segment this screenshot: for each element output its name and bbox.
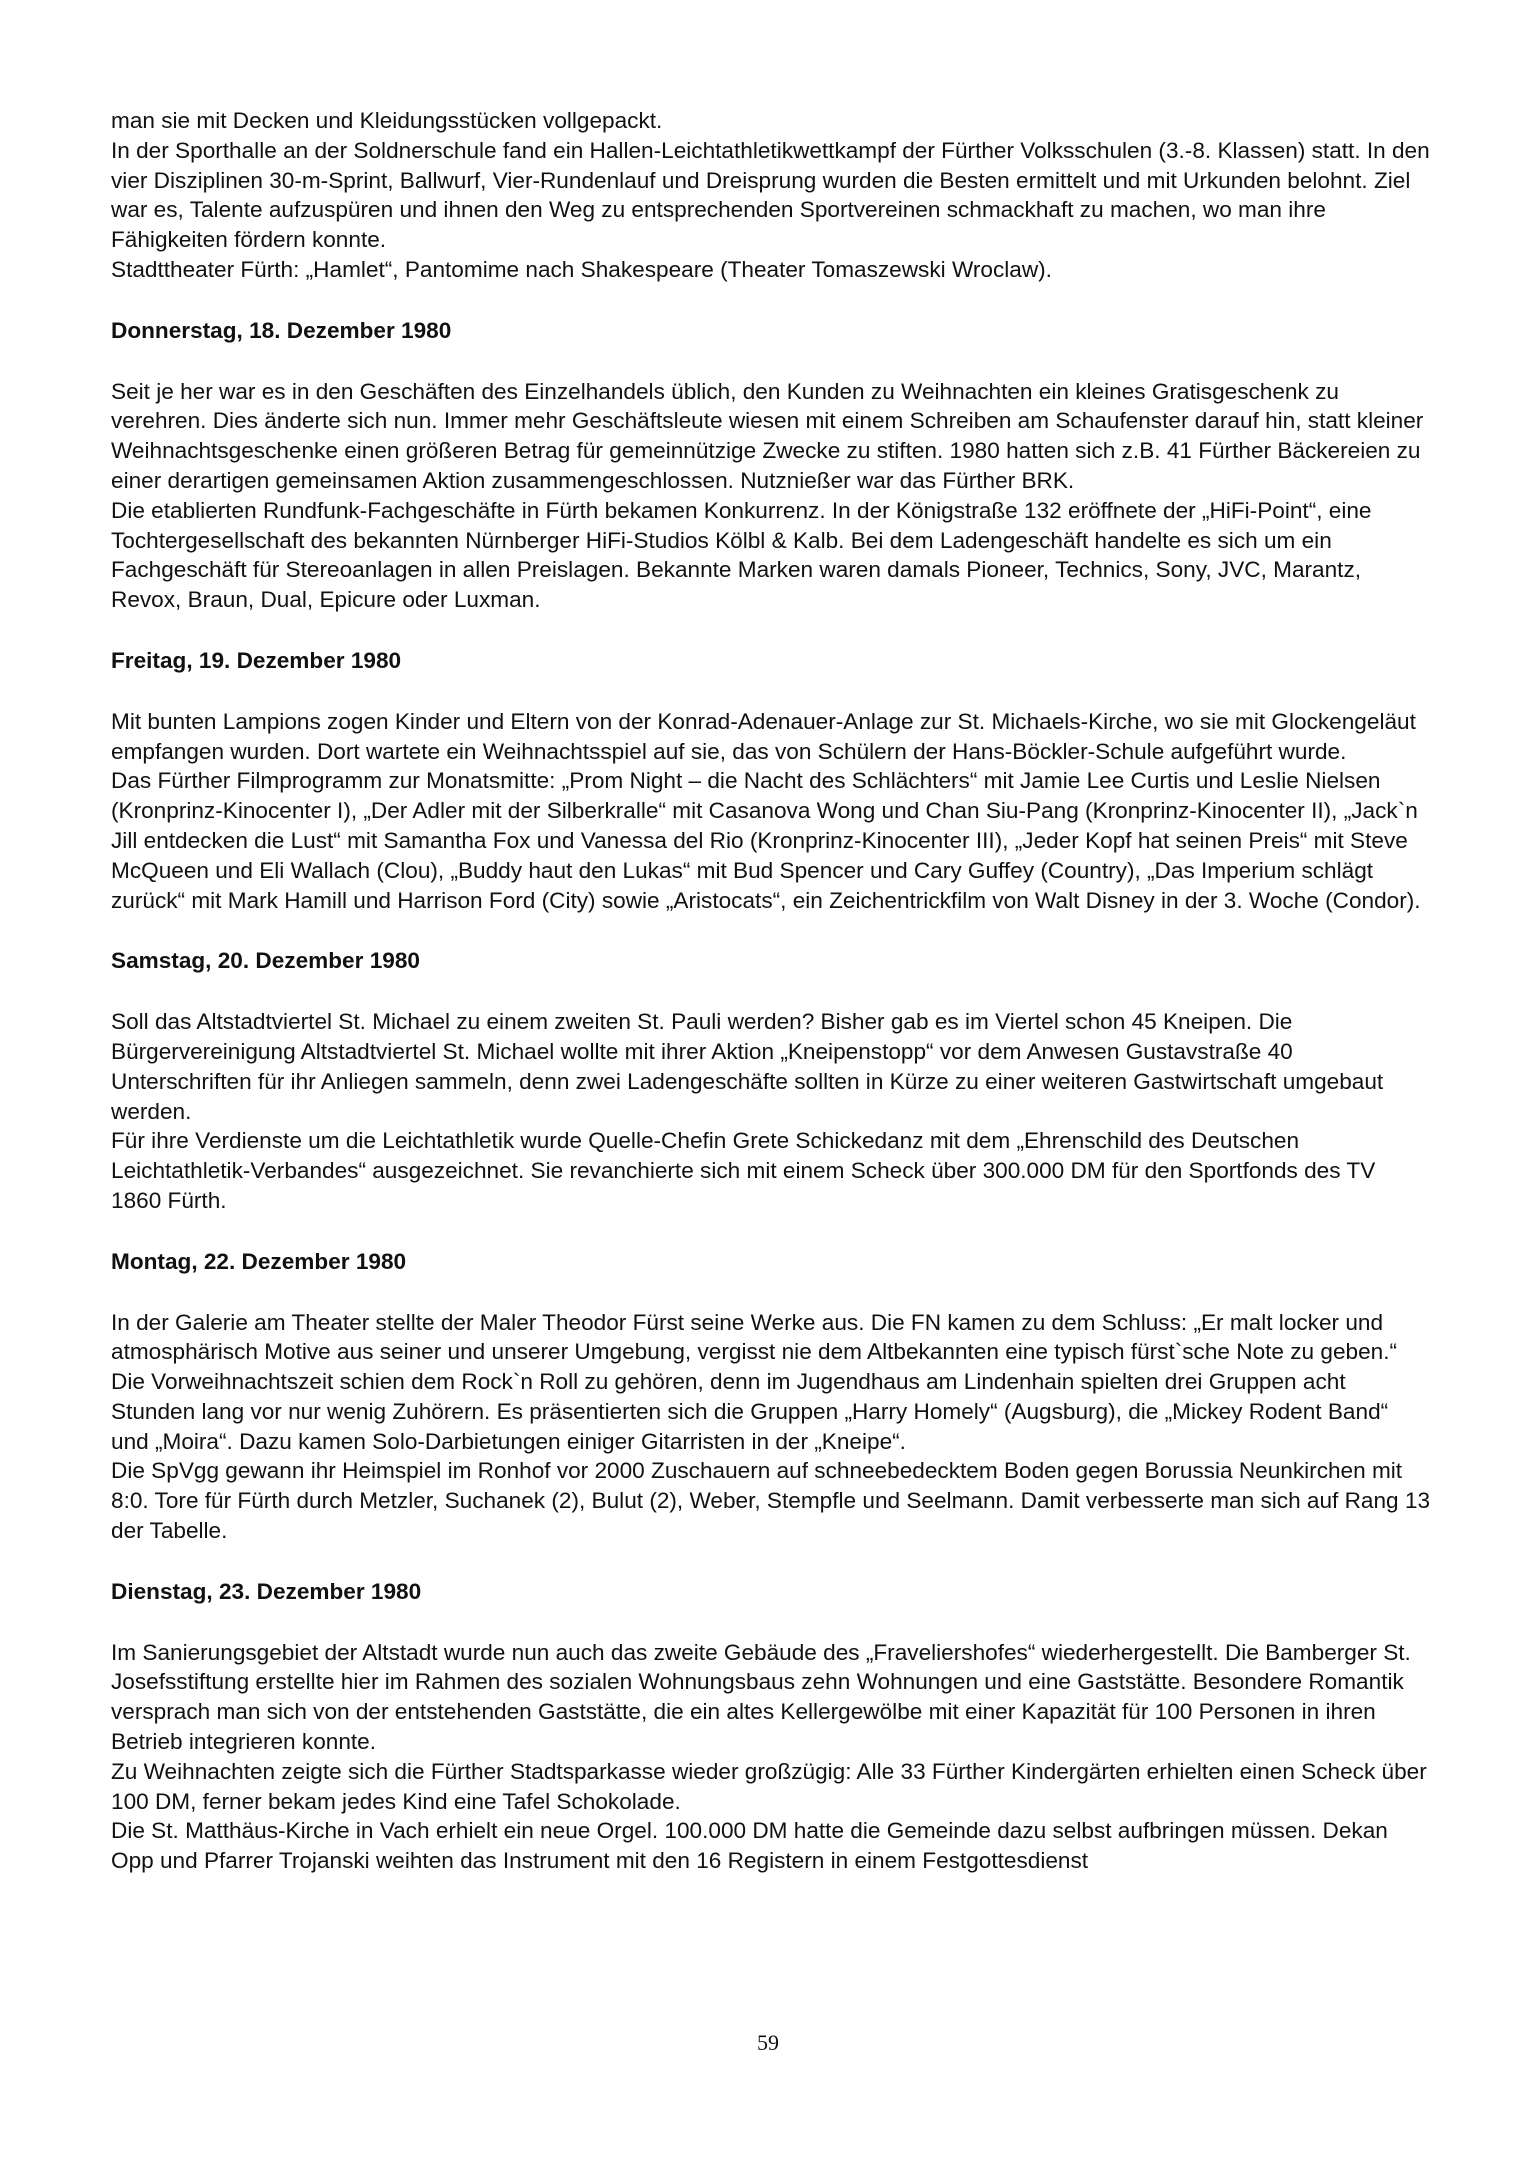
paragraph: Seit je her war es in den Geschäften des Einzelhandels üblich, den Kunden zu Weihnachten ein kleines Gratisgeschenk zu verehren. Dies änderte sich nun. Immer mehr Geschäftsleute wiesen mit einem Schreiben am Schaufenster darauf hin, statt kleiner Weihnachtsgeschenke einen größeren Betrag für gemeinnützige Zwecke zu stiften. 1980 hatten sich z.B. 41 Fürther Bäckereien zu einer derartigen gemeinsamen Aktion zusammengeschlossen. Nutznießer war das Fürther BRK. [111,378,1424,493]
paragraph: man sie mit Decken und Kleidungsstücken vollgepackt. [111,108,663,133]
paragraph: Zu Weihnachten zeigte sich die Fürther Stadtsparkasse wieder großzügig: Alle 33 Fürther Kindergärten erhielten einen Scheck über 100 DM, ferner bekam jedes Kind eine Tafel Schokolade. [111,1758,1427,1814]
section-freitag [111,646,1431,915]
section-heading: Donnerstag, 18. Dezember 1980 [111,317,452,343]
section-heading: Montag, 22. Dezember 1980 [111,1248,407,1274]
paragraph: Die St. Matthäus-Kirche in Vach erhielt ein neue Orgel. 100.000 DM hatte die Gemeinde dazu selbst aufbringen müssen. Dekan Opp und Pfarrer Trojanski weihten das Instrument mit den 16 Registern in einem Festgottesdienst [111,1818,1388,1874]
paragraph: Stadttheater Fürth: „Hamlet“, Pantomime nach Shakespeare (Theater Tomaszewski Wroclaw). [111,256,1052,282]
paragraph: In der Galerie am Theater stellte der Maler Theodor Fürst seine Werke aus. Die FN kamen zu dem Schluss: „Er malt locker und atmosphärisch Motive aus seiner und unserer Umgebung, vergisst nie dem Altbekannten eine typisch fürst`sche Note zu geben.“ [111,1309,1398,1365]
paragraph: Soll das Altstadtviertel St. Michael zu einem zweiten St. Pauli werden? Bisher gab es im Viertel schon 45 Kneipen. Die Bürgervereinigung Altstadtviertel St. Michael wollte mit ihrer Aktion „Kneipenstopp“ vor dem Anwesen Gustavstraße 40 Unterschriften für ihr Anliegen sammeln, denn zwei Ladengeschäfte sollten in Kürze zu einer weiteren Gastwirtschaft umgebaut werden. [111,1009,1384,1124]
paragraph: Die SpVgg gewann ihr Heimspiel im Ronhof vor 2000 Zuschauern auf schneebedecktem Boden gegen Borussia Neunkirchen mit 8:0. Tore für Fürth durch Metzler, Suchanek (2), Bulut (2), Weber, Stempfle und Seelmann. Damit verbesserte man sich auf Rang 13 der Tabelle. [111,1458,1431,1544]
page-number: 59 [757,2030,779,2055]
paragraph: In der Sporthalle an der Soldnerschule fand ein Hallen-Leichtathletikwettkampf der Fürther Volksschulen (3.-8. Klassen) statt. In den vier Disziplinen 30-m-Sprint, Ballwurf, Vier-Rundenlauf und Dreisprung wurden die Besten ermittelt und mit Urkunden belohnt. Ziel war es, Talente aufzuspüren und ihnen den Weg zu entsprechenden Sportvereinen schmackhaft zu machen, wo man ihre Fähigkeiten fördern konnte. [111,137,1430,253]
paragraph: Das Fürther Filmprogramm zur Monatsmitte: „Prom Night – die Nacht des Schlächters“ mit Jamie Lee Curtis und Leslie Nielsen (Kronprinz-Kinocenter I), „Der Adler mit der Silberkralle“ mit Casanova Wong und Chan Siu-Pang (Kronprinz-Kinocenter II), „Jack`n Jill entdecken die Lust“ mit Samantha Fox und Vanessa del Rio (Kronprinz-Kinocenter III), „Jeder Kopf hat seinen Preis“ mit Steve McQueen und Eli Wallach (Clou), „Buddy haut den Lukas“ mit Bud Spencer und Cary Guffey (Country), „Das Imperium schlägt zurück“ mit Mark Hamill und Harrison Ford (City) sowie „Aristocats“, ein Zeichentrickfilm von Walt Disney in der 3. Woche (Condor). [111,768,1421,913]
paragraph: Mit bunten Lampions zogen Kinder und Eltern von der Konrad-Adenauer-Anlage zur St. Michaels-Kirche, wo sie mit Glockengeläut empfangen wurden. Dort wartete ein Weihnachtsspiel auf sie, das von Schülern der Hans-Böckler-Schule aufgeführt wurde. [111,708,1416,764]
paragraph: Die Vorweihnachtszeit schien dem Rock`n Roll zu gehören, denn im Jugendhaus am Lindenhain spielten drei Gruppen acht Stunden lang vor nur wenig Zuhörern. Es präsentierten sich die Gruppen „Harry Homely“ (Augsburg), die „Mickey Rodent Band“ und „Moira“. Dazu kamen Solo-Darbietungen einiger Gitarristen in der „Kneipe“. [111,1369,1389,1454]
section-heading: Samstag, 20. Dezember 1980 [111,948,420,974]
section-heading: Freitag, 19. Dezember 1980 [111,647,402,673]
intro-block [111,106,1431,285]
paragraph: Für ihre Verdienste um die Leichtathletik wurde Quelle-Chefin Grete Schickedanz mit dem „Ehrenschild des Deutschen Leichtathletik-Verbandes“ ausgezeichnet. Sie revanchierte sich mit einem Scheck über 300.000 DM für den Sportfonds des TV 1860 Fürth. [111,1128,1376,1213]
section-dienstag [111,1577,1431,1876]
section-heading: Dienstag, 23. Dezember 1980 [111,1578,422,1604]
section-montag [111,1247,1431,1546]
document-page [111,106,1431,1876]
section-donnerstag [111,316,1431,615]
section-samstag [111,946,1431,1215]
paragraph: Die etablierten Rundfunk-Fachgeschäfte in Fürth bekamen Konkurrenz. In der Königstraße 132 eröffnete der „HiFi-Point“, eine Tochtergesellschaft des bekannten Nürnberger HiFi-Studios Kölbl & Kalb. Bei dem Ladengeschäft handelte es sich um ein Fachgeschäft für Stereoanlagen in allen Preislagen. Bekannte Marken waren damals Pioneer, Technics, Sony, JVC, Marantz, Revox, Braun, Dual, Epicure oder Luxman. [111,497,1372,613]
paragraph: Im Sanierungsgebiet der Altstadt wurde nun auch das zweite Gebäude des „Fraveliershofes“ wiederhergestellt. Die Bamberger St. Josefsstiftung erstellte hier im Rahmen des sozialen Wohnungsbaus zehn Wohnungen und eine Gaststätte. Besondere Romantik versprach man sich von der entstehenden Gaststätte, die ein altes Kellergewölbe mit einer Kapazität für 100 Personen in ihren Betrieb integrieren konnte. [111,1639,1411,1755]
